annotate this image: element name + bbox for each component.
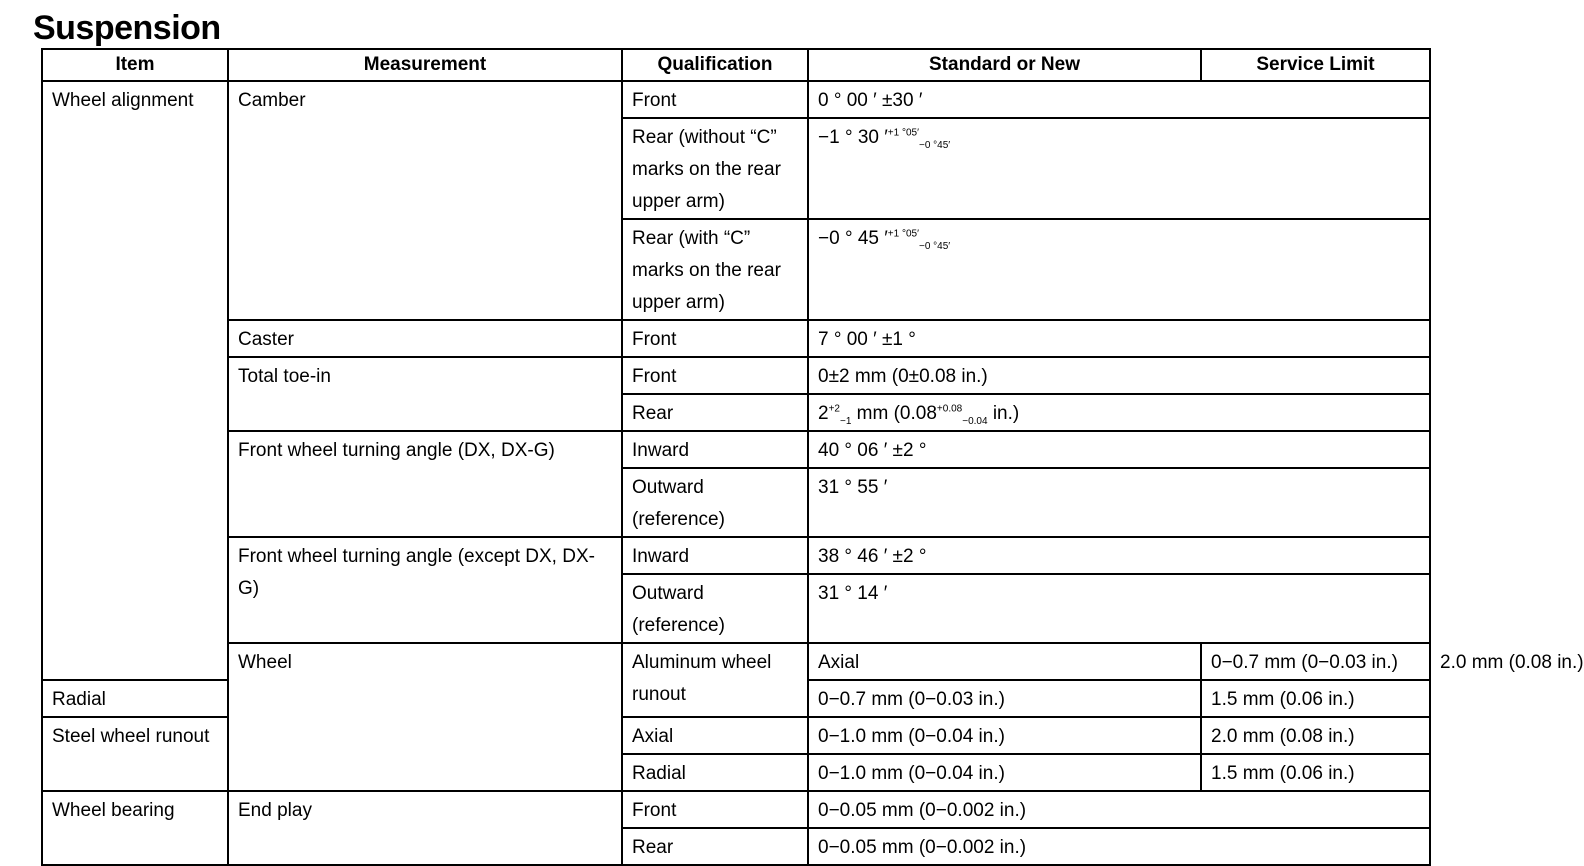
qualification-cell: Outward (reference): [622, 574, 808, 643]
standard-cell: 0 ° 00 ′ ±30 ′: [808, 81, 1430, 118]
table-row: [42, 357, 1430, 394]
page-title: Suspension: [33, 9, 221, 47]
standard-cell: 0−0.05 mm (0−0.002 in.): [808, 791, 1430, 828]
qualification-cell: Inward: [622, 537, 808, 574]
qualification-cell: Rear: [622, 828, 808, 865]
tolerance-minus: −0 °45′: [918, 240, 951, 252]
standard-cell: [808, 219, 1430, 320]
header-standard: Standard or New: [808, 49, 1201, 81]
qualification-cell: Axial: [622, 717, 808, 754]
table-row: [42, 537, 1430, 574]
measurement-toe-in: Total toe-in: [228, 357, 622, 431]
standard-cell: 31 ° 14 ′: [808, 574, 1430, 643]
tolerance-minus: −1: [839, 415, 852, 427]
item-wheel-bearing: Wheel bearing: [42, 791, 228, 865]
qualification-cell: Axial: [808, 643, 1201, 680]
qualification-cell: Inward: [622, 431, 808, 468]
qualification-cell: Rear (with “C” marks on the rear upper arm): [622, 219, 808, 320]
measurement-turning-angle-other: Front wheel turning angle (except DX, DX-G): [228, 537, 622, 643]
header-qualification: Qualification: [622, 49, 808, 81]
tolerance-minus: −0 °45′: [918, 139, 951, 151]
measurement-turning-angle-dx: Front wheel turning angle (DX, DX-G): [228, 431, 622, 537]
qualification-cell: Radial: [42, 680, 228, 717]
standard-cell: [808, 394, 1430, 431]
service-limit-cell: 1.5 mm (0.06 in.): [1201, 680, 1430, 717]
measurement-aluminum-runout: Aluminum wheel runout: [622, 643, 808, 717]
value-text: −0 ° 45 ′: [818, 228, 888, 249]
header-item: Item: [42, 49, 228, 81]
measurement-steel-runout: Steel wheel runout: [42, 717, 228, 791]
measurement-camber: Camber: [228, 81, 622, 320]
header-row: [42, 49, 1430, 81]
measurement-caster: Caster: [228, 320, 622, 357]
table-row: [42, 791, 1430, 828]
tolerance-plus: +2: [828, 403, 840, 415]
qualification-cell: Radial: [622, 754, 808, 791]
standard-cell: 7 ° 00 ′ ±1 °: [808, 320, 1430, 357]
table-row: [42, 320, 1430, 357]
standard-cell: 0−1.0 mm (0−0.04 in.): [808, 717, 1201, 754]
header-measurement: Measurement: [228, 49, 622, 81]
table-row: [42, 431, 1430, 468]
standard-cell: [808, 118, 1430, 219]
qualification-cell: Front: [622, 320, 808, 357]
qualification-cell: Front: [622, 81, 808, 118]
service-limit-cell: 1.5 mm (0.06 in.): [1201, 754, 1430, 791]
standard-cell: 0−0.05 mm (0−0.002 in.): [808, 828, 1430, 865]
standard-cell: 0−1.0 mm (0−0.04 in.): [808, 754, 1201, 791]
value-text: 2: [818, 403, 829, 424]
tolerance-plus: +1 °05′: [887, 127, 919, 139]
service-limit-cell: 2.0 mm (0.08 in.): [1201, 717, 1430, 754]
table-row: Wheel Aluminum wheel runout Axial 0−0.7 mm (0−0.03 in.) 2.0 mm (0.08 in.): [42, 643, 1430, 680]
qualification-cell: Rear: [622, 394, 808, 431]
qualification-cell: Outward (reference): [622, 468, 808, 537]
table-row: [42, 81, 1430, 118]
standard-cell: 0−0.7 mm (0−0.03 in.): [1201, 643, 1430, 680]
tolerance-minus: −0.04: [962, 415, 988, 427]
suspension-spec-table: [41, 48, 1584, 866]
tolerance-plus: +1 °05′: [887, 228, 919, 240]
standard-cell: 31 ° 55 ′: [808, 468, 1430, 537]
value-text: −1 ° 30 ′: [818, 127, 888, 148]
standard-cell: 0±2 mm (0±0.08 in.): [808, 357, 1430, 394]
tolerance-plus: +0.08: [936, 403, 963, 415]
item-wheel: Wheel: [228, 643, 622, 791]
qualification-cell: Rear (without “C” marks on the rear upper arm): [622, 118, 808, 219]
value-text: in.): [987, 403, 1020, 424]
qualification-cell: Front: [622, 357, 808, 394]
qualification-cell: Front: [622, 791, 808, 828]
item-wheel-alignment: Wheel alignment: [42, 81, 228, 680]
standard-cell: 0−0.7 mm (0−0.03 in.): [808, 680, 1201, 717]
standard-cell: 38 ° 46 ′ ±2 °: [808, 537, 1430, 574]
value-text: mm (0.08: [851, 403, 937, 424]
standard-cell: 40 ° 06 ′ ±2 °: [808, 431, 1430, 468]
header-service-limit: Service Limit: [1201, 49, 1430, 81]
measurement-end-play: End play: [228, 791, 622, 865]
